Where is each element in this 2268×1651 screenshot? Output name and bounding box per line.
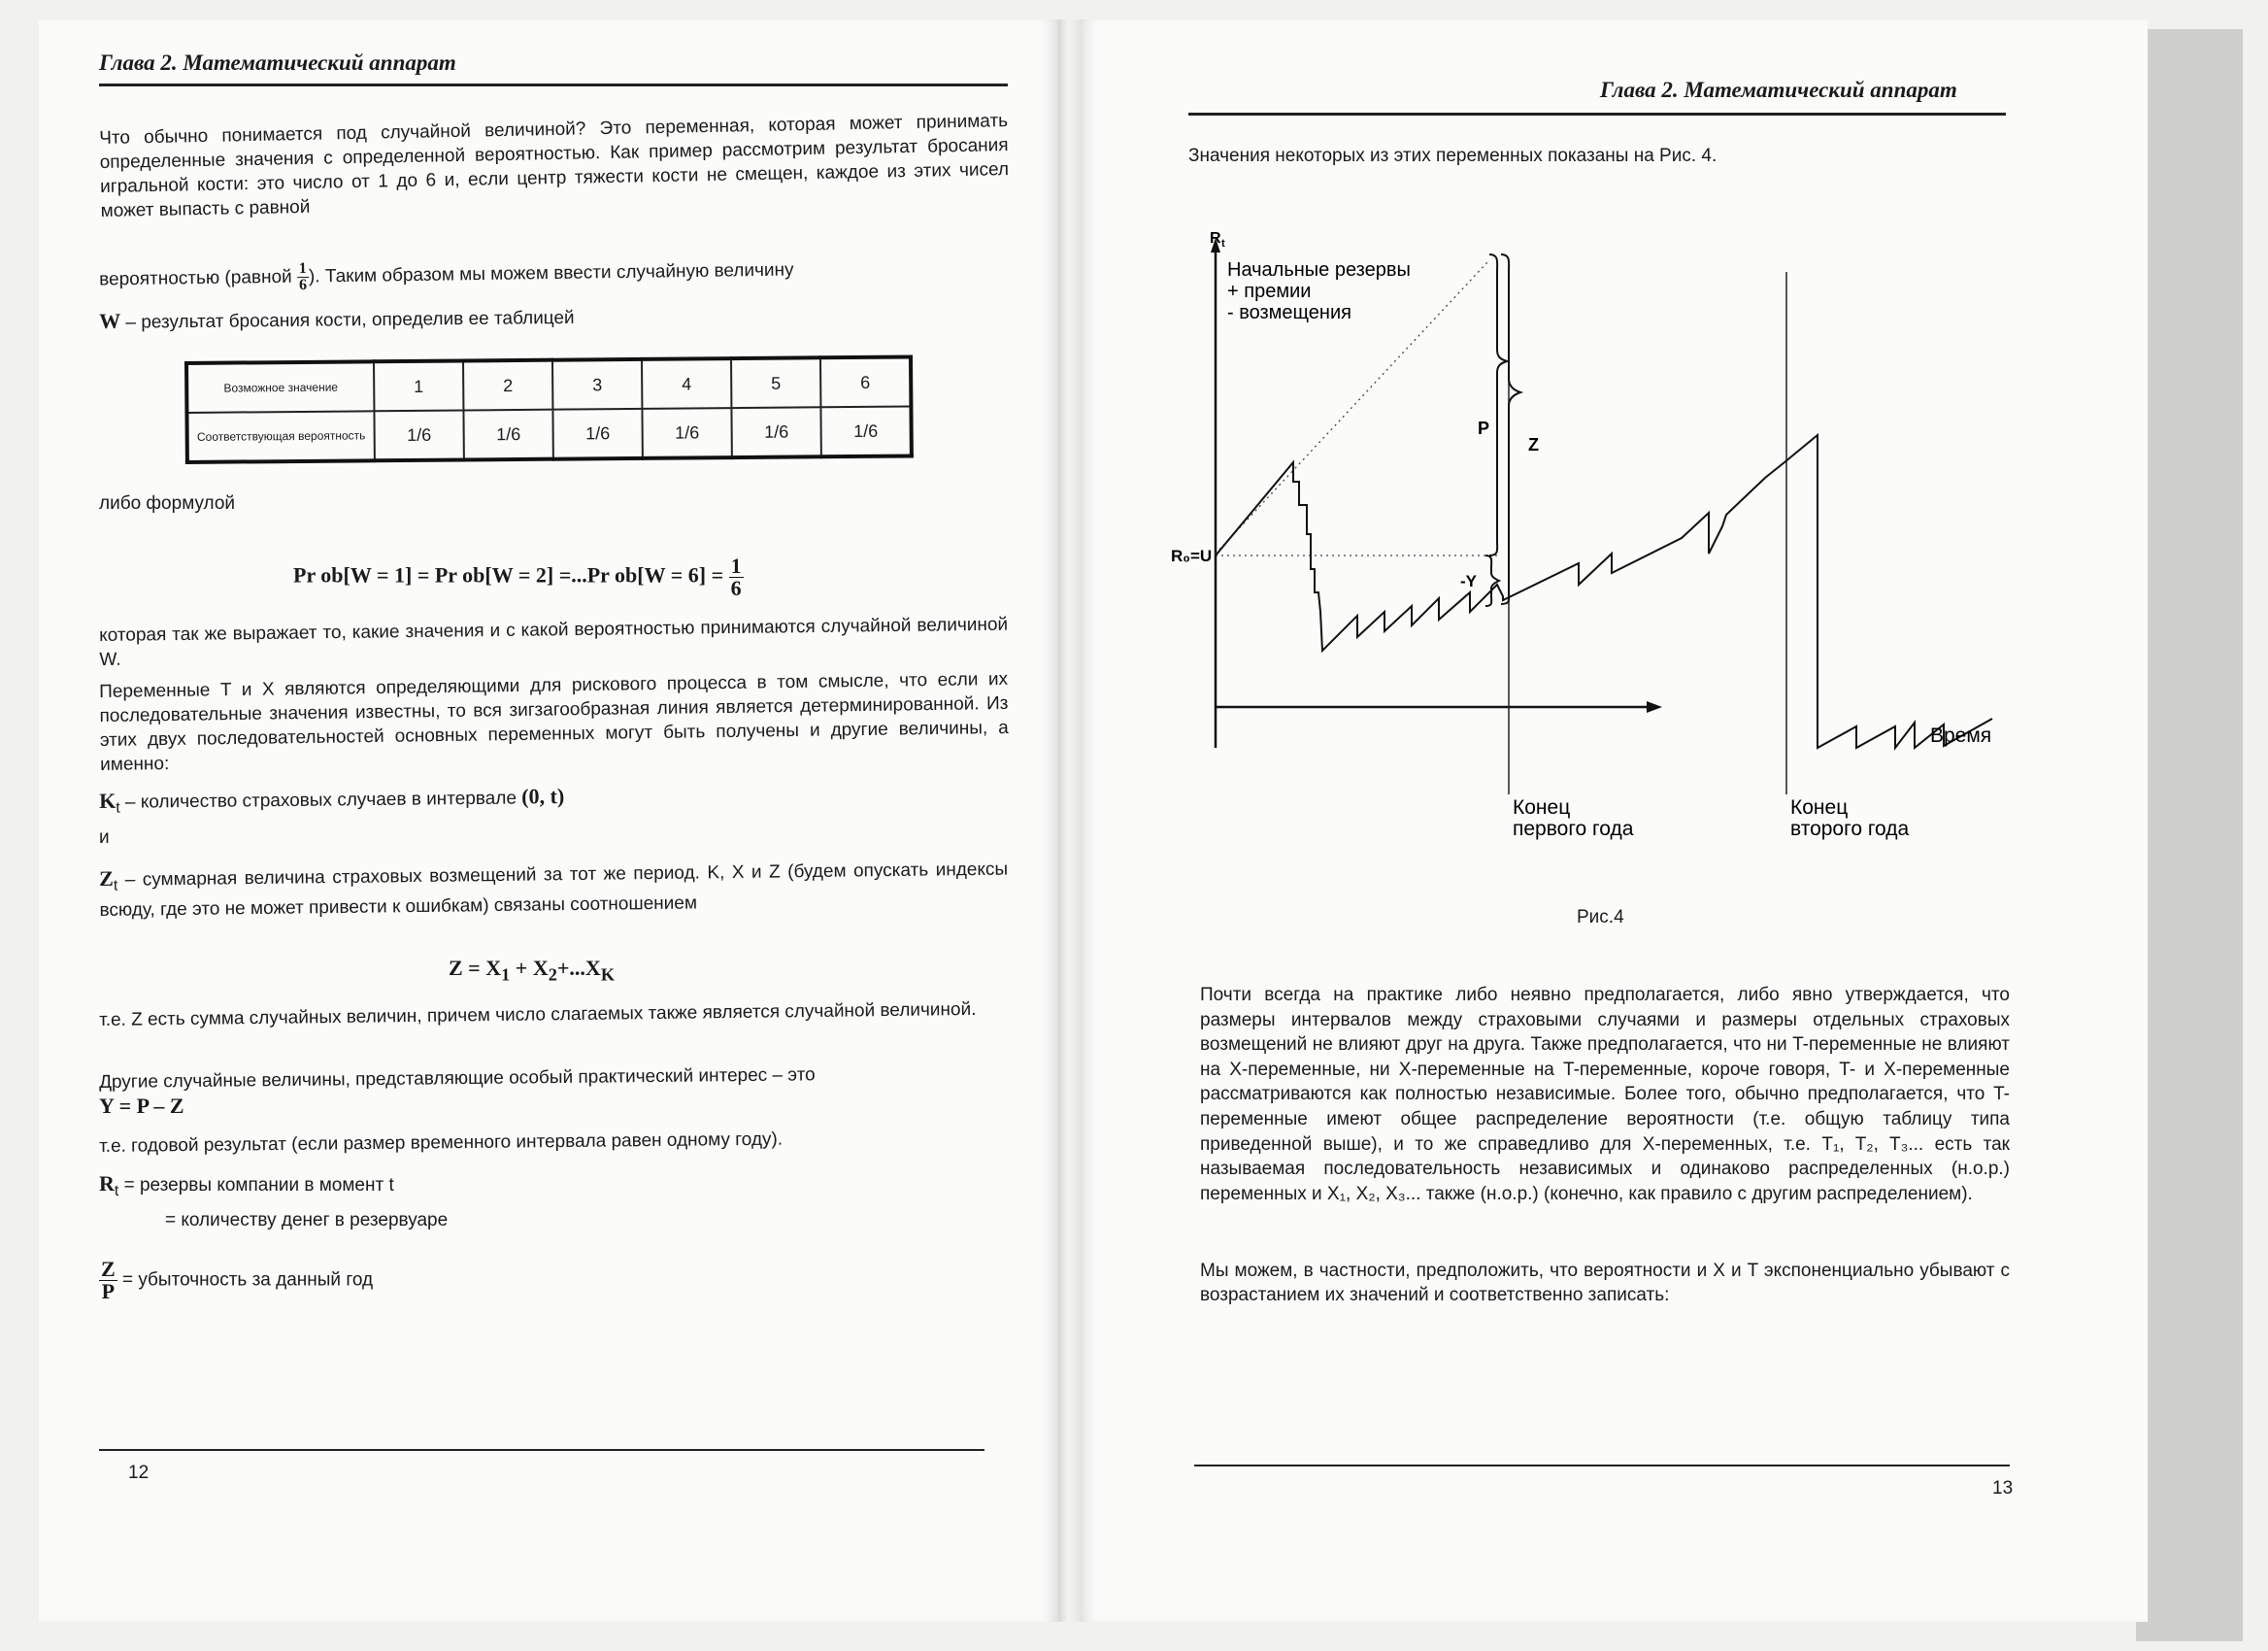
table-cell: 1/6	[374, 410, 463, 460]
footer-rule	[99, 1449, 984, 1451]
end-second-year-label-2: второго года	[1790, 818, 1910, 840]
p-brace	[1489, 254, 1507, 556]
reserve-zigzag-line	[1216, 435, 1992, 748]
figure-intro: Значения некоторых из этих переменных показаны на Рис. 4.	[1188, 146, 1718, 166]
header-rule	[1188, 113, 2006, 116]
figure-caption: Рис.4	[1577, 907, 1624, 927]
and-word: и	[99, 827, 110, 848]
legend-line-2: + премии	[1227, 281, 1312, 302]
y-label: -Y	[1460, 572, 1477, 590]
book-gutter	[1058, 19, 1080, 1622]
fraction-one-sixth: $\frac{1}{6}$	[730, 554, 742, 600]
paragraph-w-definition: W – результат бросания кости, определив ее таблицей	[99, 307, 575, 333]
z-label: Z	[1528, 435, 1539, 455]
paragraph-exponential: Мы можем, в частности, предположить, что вероятности и X и T экспоненциально убывают с возрастанием их значений и соответственно записать:	[1200, 1261, 2010, 1305]
y-axis-label-sub: t	[1221, 238, 1225, 250]
x-axis-label: Время	[1930, 724, 1992, 747]
table-cell: 1/6	[552, 409, 642, 459]
left-page	[39, 19, 1058, 1622]
table-cell: 3	[552, 359, 642, 410]
table-row-label: Соответствующая вероятность	[186, 411, 374, 462]
rt-definition-continued: = количеству денег в резервуаре	[165, 1210, 449, 1230]
table-row	[186, 406, 911, 462]
paragraph-z-sum: т.е. Z есть сумма случайных величин, причем число слагаемых также является случайной величиной.	[99, 998, 977, 1030]
footer-rule	[1194, 1465, 2010, 1466]
fraction-z-over-p: $\frac{Z}{P}$	[101, 1257, 116, 1303]
table-cell: 4	[642, 358, 731, 409]
risk-process-figure	[1171, 204, 2031, 903]
table-cell: 1/6	[820, 406, 911, 456]
legend-line-3: - возмещения	[1227, 302, 1351, 323]
kt-definition: $K_t$ – количество страховых случаев в интервале (0, t)	[99, 783, 565, 817]
page-header: Глава 2. Математический аппарат	[1600, 78, 1957, 102]
table-cell: 1/6	[642, 408, 731, 458]
initial-reserve-label: R₀=U	[1171, 547, 1213, 565]
y-brace	[1485, 556, 1499, 606]
table-cell: 1/6	[463, 410, 552, 460]
table-cell: 5	[731, 357, 820, 408]
table-cell: 6	[820, 356, 911, 407]
paragraph-t-and-x: Переменные T и X являются определяющими для рискового процесса в том смысле, что если их последовательные значения известны, то вся зигзагообразная линия является детерминированной. Из этих двух последовательностей основных переменных могут быть получены и другие величины, а именно:	[99, 668, 1009, 775]
probability-formula: Pr ob[W = 1] = Pr ob[W = 2] =...Pr ob[W = 6] = $\frac{1}{6}$	[293, 554, 742, 600]
y-axis-label: R	[1210, 230, 1221, 247]
paragraph-annual-result: т.е. годовой результат (если размер временного интервала равен одному году).	[99, 1129, 784, 1157]
fraction-one-sixth: $\frac{1}{6}$	[298, 260, 308, 294]
rt-definition: $R_t$ = резервы компании в момент t	[99, 1171, 394, 1199]
y-formula: Y = P – Z	[99, 1094, 184, 1118]
sum-formula: $Z = X_1 + X_2+...X_K$	[449, 956, 616, 985]
page-number: 12	[128, 1463, 150, 1483]
right-page	[1080, 19, 2148, 1622]
page-number: 13	[1992, 1478, 2014, 1499]
paragraph-equal-probability: вероятностью (равной $\frac{1}{6}$ ). Таким образом мы можем ввести случайную величину	[99, 259, 794, 294]
table-cell: 2	[463, 360, 552, 411]
zt-definition: $Z_t$ – суммарная величина страховых возмещений за тот же период. K, X и Z (будем опускать индексы всюду, где это не может привести к ошибкам) связаны соотношением	[99, 859, 1009, 921]
page-header: Глава 2. Математический аппарат	[99, 51, 456, 75]
header-rule	[99, 84, 1008, 86]
end-first-year-label-2: первого года	[1513, 818, 1634, 840]
loss-ratio-definition: $\frac{Z}{P}$ = убыточность за данный год	[101, 1257, 374, 1303]
paragraph-other-variables: Другие случайные величины, представляющие особый практический интерес – это	[99, 1064, 816, 1093]
x-axis-arrow	[1647, 701, 1662, 713]
p-label: P	[1478, 419, 1490, 438]
probability-table	[184, 354, 914, 464]
table-row	[186, 356, 911, 413]
paragraph-independence: Почти всегда на практике либо неявно предполагается, либо явно утверждается, что размеры интервалов между страховыми случаями и размеры отдельных страховых возмещений не влияют друг на друга. Также предполагается, что ни T-переменные не влияют на X-переменные, ни X-переменные на T-переменные, короче говоря, T- и X-переменные рассматриваются как полностью независимые. Более того, обычно предполагается, что T-переменные имеют общее распределение вероятности (т.е. общую таблицу типа приведенной выше), и то же справедливо для X-переменных, т.е. T₁, T₂, T₃... есть так называемая последовательность независимых и одинаково распределенных (н.о.р.) переменных и X₁, X₂, X₃... также (н.о.р.) (конечно, как правило с другим распределением).	[1200, 985, 2010, 1204]
paragraph-random-variable: Что обычно понимается под случайной величиной? Это переменная, которая может принимать определенные значения с определенной вероятностью. Как пример рассмотрим результат бросания игральной кости: это число от 1 до 6 и, если центр тяжести кости не смещен, каждое из этих чисел может выпасть с равной	[99, 111, 1010, 221]
legend-line-1: Начальные резервы	[1227, 259, 1411, 281]
table-row-label: Возможное значение	[186, 361, 374, 413]
table-cell: 1/6	[731, 407, 820, 457]
end-second-year-label-1: Конец	[1790, 796, 1849, 819]
either-formula-label: либо формулой	[99, 493, 236, 514]
z-brace	[1501, 254, 1520, 604]
end-first-year-label-1: Конец	[1513, 796, 1571, 819]
scanner-edge-shadow	[2136, 29, 2243, 1641]
paragraph-formula-meaning: которая так же выражает то, какие значения и с какой вероятностью принимаются случайной величиной W.	[99, 614, 1009, 670]
table-cell: 1	[374, 360, 463, 411]
